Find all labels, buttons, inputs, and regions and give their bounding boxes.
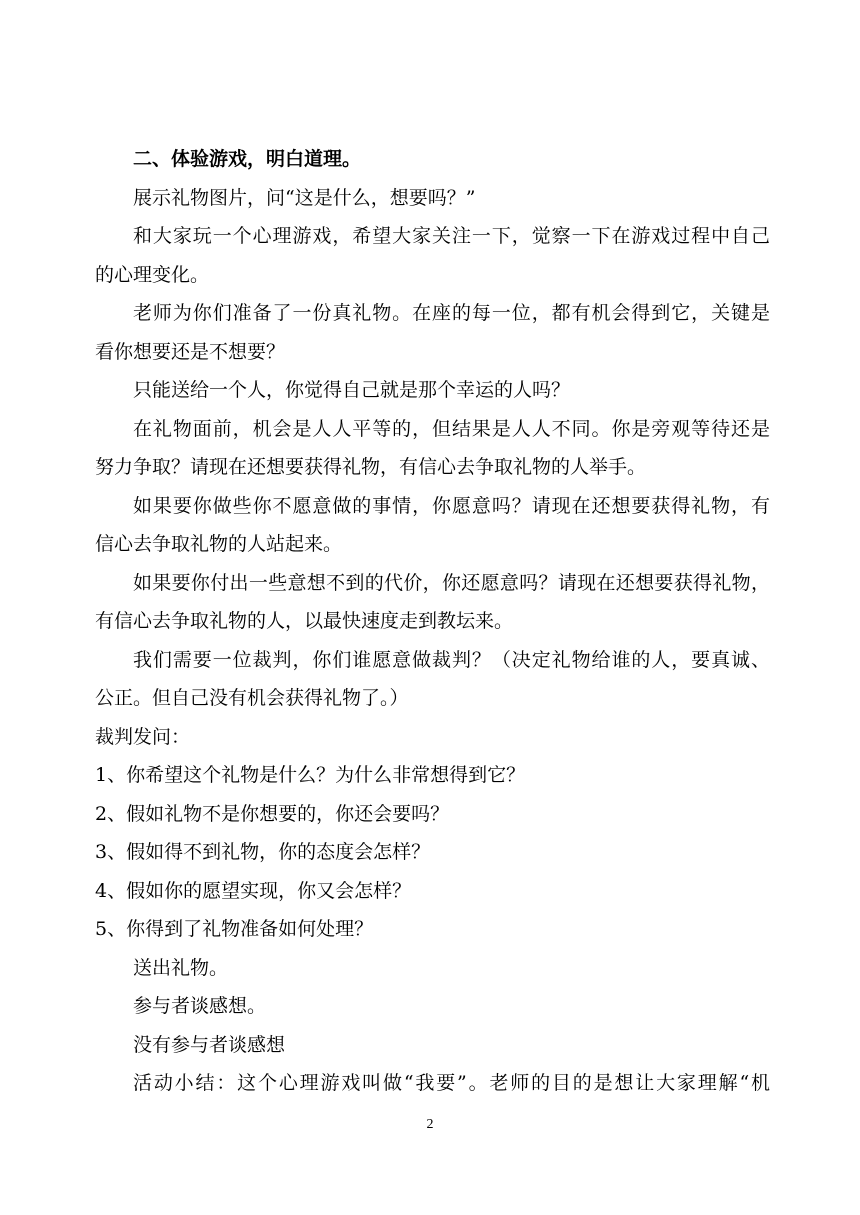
- paragraph-line: 有信心去争取礼物的人，以最快速度走到教坛来。: [95, 610, 514, 632]
- paragraph-line: 看你想要还是不想要？: [95, 340, 286, 363]
- page-number: 2: [426, 1117, 434, 1132]
- paragraph-line: 只能送给一个人，你觉得自己就是那个幸运的人吗？: [133, 379, 571, 401]
- paragraph-line: 公正。但自己没有机会获得礼物了。）: [95, 687, 409, 709]
- paragraph-line: 老师为你们准备了一份真礼物。在座的每一位，都有机会得到它，关键是: [133, 302, 770, 324]
- paragraph-line: 如果要你做些你不愿意做的事情，你愿意吗？请现在还想要获得礼物，有: [133, 494, 770, 517]
- question-item: 4、假如你的愿望实现，你又会怎样？: [95, 879, 412, 902]
- paragraph-line: 在礼物面前，机会是人人平等的，但结果是人人不同。你是旁观等待还是: [133, 417, 770, 440]
- question-item: 1、你希望这个礼物是什么？为什么非常想得到它？: [95, 764, 526, 786]
- paragraph-line: 努力争取？请现在还想要获得礼物，有信心去争取礼物的人举手。: [95, 456, 647, 478]
- section-heading: 二、体验游戏，明白道理。: [133, 148, 362, 170]
- step-line: 没有参与者谈感想: [133, 1033, 286, 1056]
- paragraph-line: 和大家玩一个心理游戏，希望大家关注一下，觉察一下在游戏过程中自己: [133, 225, 770, 247]
- judge-questions-label: 裁判发问：: [95, 725, 191, 748]
- document-body: [95, 140, 770, 1103]
- step-line: 参与者谈感想。: [133, 995, 267, 1017]
- paragraph-line: 的心理变化。: [95, 263, 210, 286]
- summary-line: 活动小结：这个心理游戏叫做“我要”。老师的目的是想让大家理解“机: [133, 1072, 770, 1094]
- paragraph-line: 如果要你付出一些意想不到的代价，你还愿意吗？请现在还想要获得礼物，: [133, 571, 770, 594]
- question-item: 5、你得到了礼物准备如何处理？: [95, 918, 374, 940]
- question-item: 2、假如礼物不是你想要的，你还会要吗？: [95, 802, 450, 825]
- paragraph-line: 展示礼物图片，问“这是什么，想要吗？”: [133, 186, 476, 209]
- question-item: 3、假如得不到礼物，你的态度会怎样？: [95, 841, 431, 863]
- step-line: 送出礼物。: [133, 956, 229, 979]
- paragraph-line: 信心去争取礼物的人站起来。: [95, 533, 343, 555]
- paragraph-line: 我们需要一位裁判，你们谁愿意做裁判？（决定礼物给谁的人，要真诚、: [133, 648, 770, 671]
